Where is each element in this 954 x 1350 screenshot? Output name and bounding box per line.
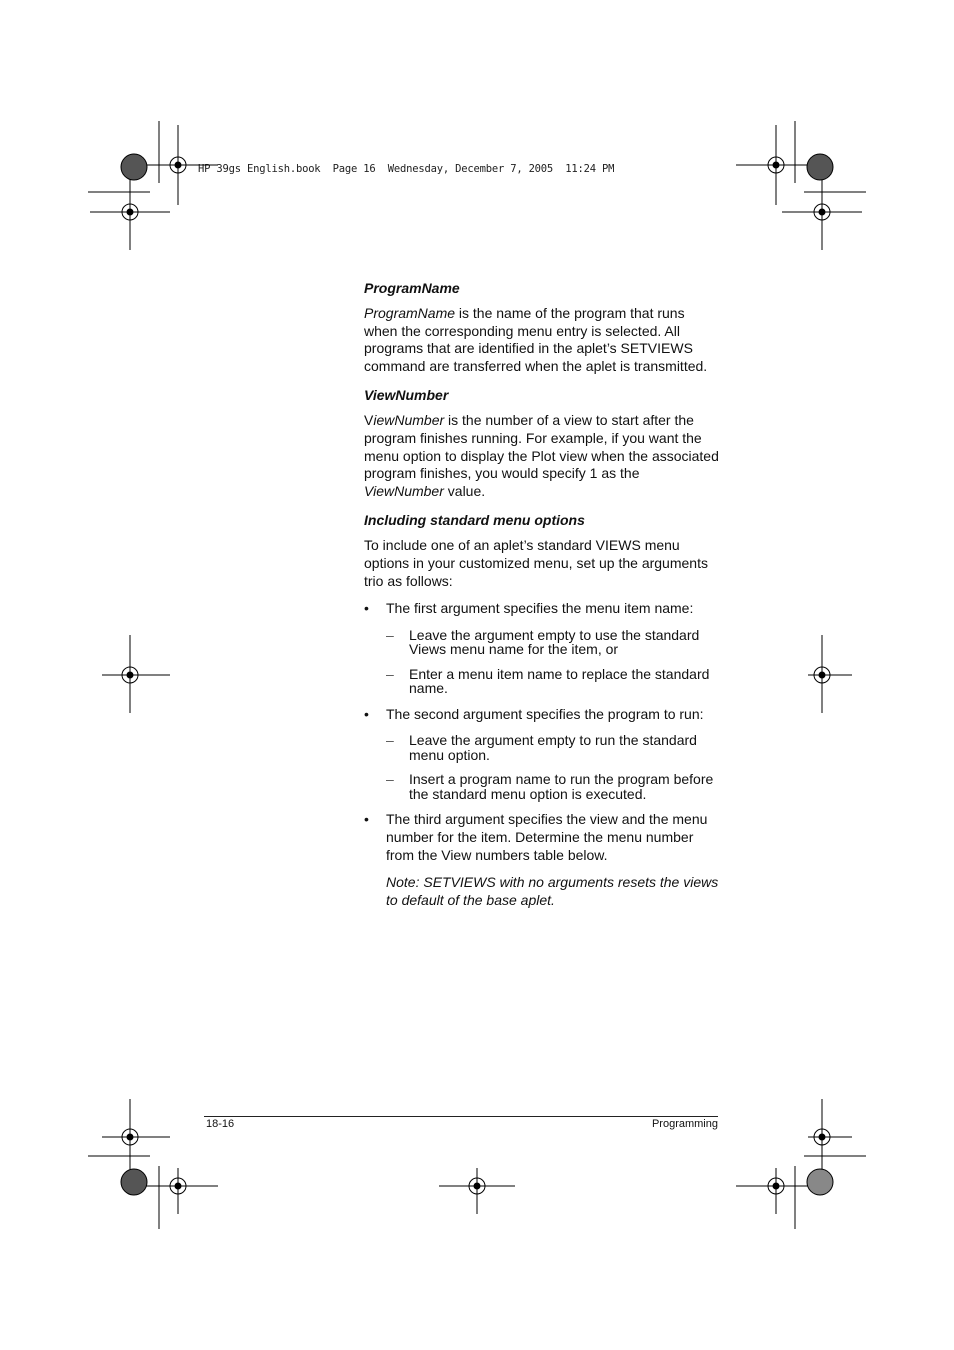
bullet-item: • The first argument specifies the menu item name: bbox=[364, 600, 694, 617]
heading-standard-menu: Including standard menu options bbox=[364, 512, 585, 529]
bullet-mark: • bbox=[364, 705, 369, 722]
print-header: HP 39gs English.book Page 16 Wednesday, December 7, 2005 11:24 PM bbox=[198, 163, 615, 175]
dash-mark: – bbox=[386, 732, 394, 749]
page-number: 18-16 bbox=[206, 1118, 235, 1130]
heading-programname: ProgramName bbox=[364, 280, 460, 296]
term-viewnumber: iewNumber bbox=[373, 412, 445, 429]
dash-item: – Leave the argument empty to run the standard menu option. bbox=[386, 732, 697, 763]
heading-viewnumber: ViewNumber bbox=[364, 387, 449, 404]
dash-item: – Insert a program name to run the program before the standard menu option is executed. bbox=[386, 771, 714, 802]
paragraph-viewnumber: ViewNumber is the number of a view to start after the program finishes running. For example, if you want the menu option to display the Plot view when the associated program finishes, you would specify 1 as the ViewNumber value. bbox=[364, 412, 719, 499]
dash-mark: – bbox=[386, 665, 394, 682]
content-column bbox=[364, 278, 720, 919]
dash-mark: – bbox=[386, 771, 394, 788]
term-viewnumber-2: ViewNumber bbox=[364, 482, 444, 499]
bullet-item: • The third argument specifies the view and the menu number for the item. Determine the menu number from the View numbers table below. bbox=[364, 811, 708, 863]
bullet-mark: • bbox=[364, 811, 369, 828]
paragraph-programname: ProgramName is the name of the program that runs when the corresponding menu entry is selected. All programs that are identified in the aplet’s SETVIEWS command are transferred when the aplet is transmitted. bbox=[364, 305, 708, 374]
dash-item: – Enter a menu item name to replace the standard name. bbox=[386, 665, 710, 697]
term-programname: ProgramName bbox=[364, 305, 456, 321]
paragraph-standard-intro: To include one of an aplet’s standard VIEWS menu options in your customized menu, set up the arguments trio as follows: bbox=[364, 537, 708, 589]
dash-mark: – bbox=[386, 626, 394, 643]
footer-rule bbox=[204, 1116, 718, 1117]
bullet-item: • The second argument specifies the program to run: bbox=[364, 705, 704, 722]
chapter-title: Programming bbox=[651, 1118, 718, 1130]
bullet-mark: • bbox=[364, 600, 369, 617]
dash-item: – Leave the argument empty to use the standard Views menu name for the item, or bbox=[386, 626, 700, 658]
note-setviews: Note: SETVIEWS with no arguments resets the views to default of the base aplet. bbox=[386, 874, 719, 908]
